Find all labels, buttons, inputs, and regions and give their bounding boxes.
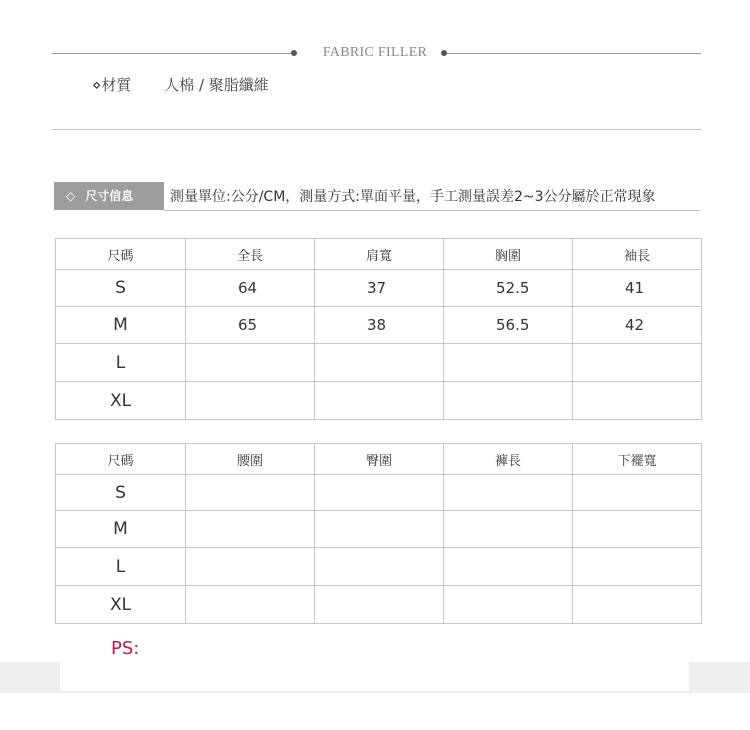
size-cell: M bbox=[56, 511, 186, 548]
value-cell bbox=[444, 382, 573, 420]
header-cell: 尺碼 bbox=[56, 444, 186, 475]
size-cell: L bbox=[56, 548, 186, 586]
size-table-bottom bbox=[55, 443, 702, 624]
table-row bbox=[56, 344, 702, 382]
value-cell bbox=[186, 475, 315, 511]
material-row bbox=[92, 74, 269, 95]
value-cell bbox=[444, 548, 573, 586]
value-cell bbox=[444, 344, 573, 382]
value-cell bbox=[186, 344, 315, 382]
size-info-badge-label: 尺寸信息 bbox=[85, 189, 134, 203]
table-row bbox=[56, 307, 702, 344]
size-cell: S bbox=[56, 270, 186, 307]
value-cell bbox=[186, 511, 315, 548]
value-cell bbox=[573, 382, 702, 420]
header-cell: 下襬寬 bbox=[573, 444, 702, 475]
value-cell: 41 bbox=[573, 270, 702, 307]
value-cell bbox=[186, 382, 315, 420]
table-header-row bbox=[56, 239, 702, 270]
ps-label: PS: bbox=[111, 638, 140, 659]
table-row bbox=[56, 270, 702, 307]
page-title: FABRIC FILLER bbox=[322, 45, 428, 60]
header-cell: 袖長 bbox=[573, 239, 702, 270]
header-cell: 尺碼 bbox=[56, 239, 186, 270]
value-cell bbox=[573, 548, 702, 586]
value-cell: 52.5 bbox=[444, 270, 573, 307]
header-rule-left bbox=[52, 53, 295, 54]
header-cell: 肩寬 bbox=[315, 239, 444, 270]
table-row bbox=[56, 511, 702, 548]
value-cell bbox=[315, 344, 444, 382]
value-cell bbox=[315, 475, 444, 511]
table-row bbox=[56, 382, 702, 420]
value-cell bbox=[315, 548, 444, 586]
header-cell: 胸圍 bbox=[444, 239, 573, 270]
table-row bbox=[56, 475, 702, 511]
value-cell bbox=[315, 511, 444, 548]
value-cell bbox=[186, 548, 315, 586]
value-cell bbox=[444, 475, 573, 511]
header-dot-left bbox=[291, 50, 297, 56]
size-table-top bbox=[55, 238, 702, 420]
header-cell: 腰圍 bbox=[186, 444, 315, 475]
size-cell: XL bbox=[56, 586, 186, 624]
value-cell bbox=[186, 586, 315, 624]
header-cell: 全長 bbox=[186, 239, 315, 270]
diamond-icon: ◇ bbox=[66, 189, 76, 203]
size-cell: S bbox=[56, 475, 186, 511]
footer-panel bbox=[60, 662, 689, 691]
size-cell: XL bbox=[56, 382, 186, 420]
value-cell bbox=[444, 586, 573, 624]
value-cell bbox=[573, 475, 702, 511]
value-cell: 38 bbox=[315, 307, 444, 344]
value-cell bbox=[573, 586, 702, 624]
value-cell bbox=[573, 511, 702, 548]
header-rule-right bbox=[447, 53, 701, 54]
value-cell bbox=[315, 382, 444, 420]
material-value: 人棉 / 聚脂纖維 bbox=[164, 76, 269, 94]
size-info-badge bbox=[54, 182, 164, 210]
value-cell: 65 bbox=[186, 307, 315, 344]
size-cell: L bbox=[56, 344, 186, 382]
value-cell: 37 bbox=[315, 270, 444, 307]
table-row bbox=[56, 548, 702, 586]
table-row bbox=[56, 586, 702, 624]
value-cell bbox=[315, 586, 444, 624]
section-divider bbox=[52, 129, 701, 130]
header-cell: 褲長 bbox=[444, 444, 573, 475]
material-label: ⋄材質 bbox=[92, 76, 132, 94]
value-cell bbox=[573, 344, 702, 382]
value-cell: 56.5 bbox=[444, 307, 573, 344]
size-cell: M bbox=[56, 307, 186, 344]
header-cell: 臀圍 bbox=[315, 444, 444, 475]
measurement-note: 測量單位:公分/CM，測量方式:單面平量，手工測量誤差2~3公分屬於正常現象 bbox=[170, 189, 656, 205]
value-cell bbox=[444, 511, 573, 548]
table-header-row bbox=[56, 444, 702, 475]
measurement-note-underline bbox=[164, 210, 700, 211]
value-cell: 42 bbox=[573, 307, 702, 344]
value-cell: 64 bbox=[186, 270, 315, 307]
